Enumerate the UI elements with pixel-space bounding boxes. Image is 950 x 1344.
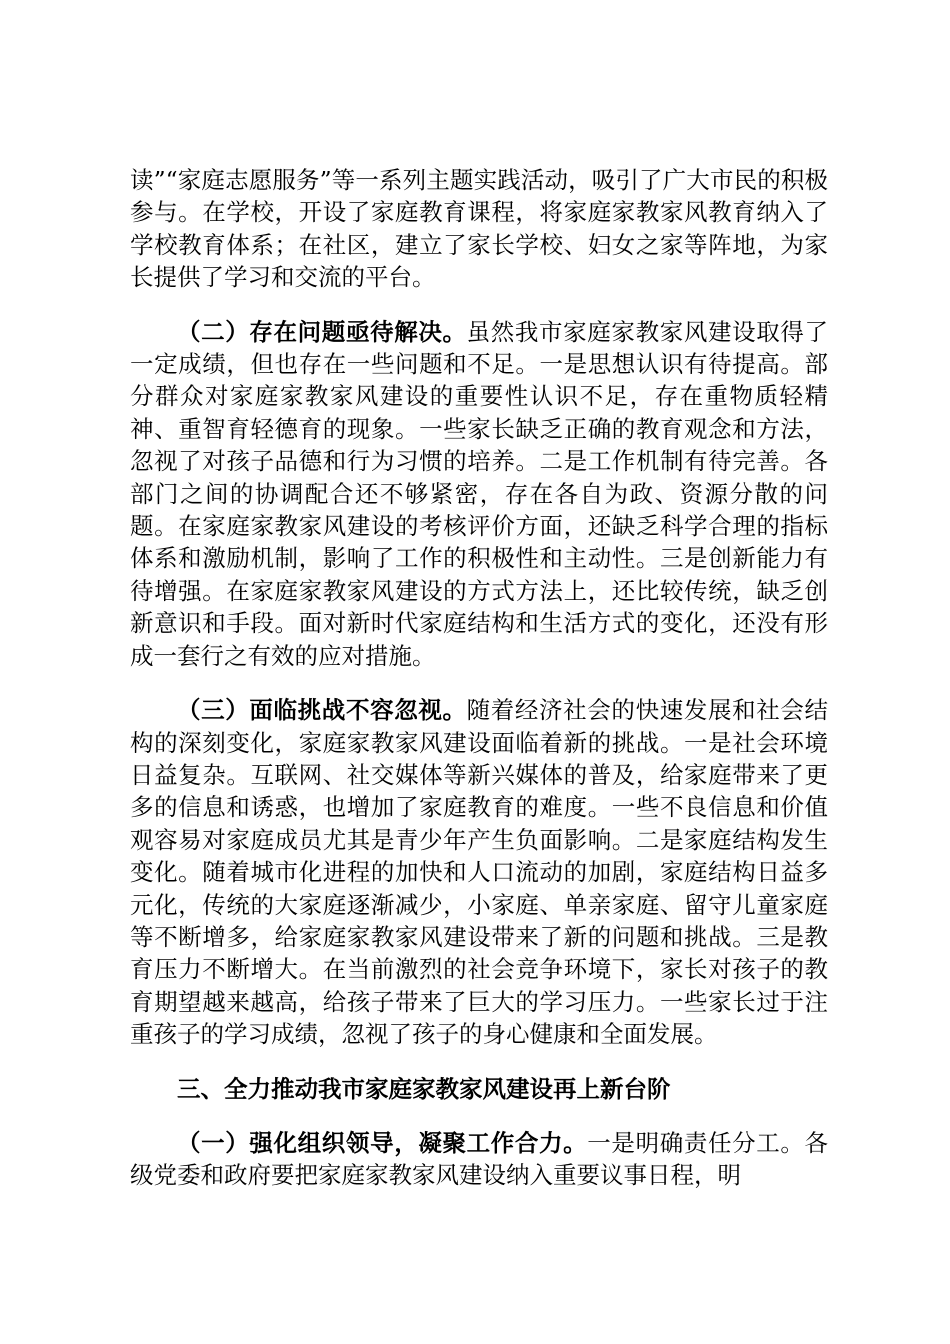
section-heading: 三、全力推动我市家庭家教家风建设再上新台阶: [177, 1074, 671, 1103]
paragraph-body: 一是明确责任分工。各级党委和政府要把家庭家教家风建设纳入重要议事日程，明: [130, 1128, 829, 1190]
paragraph-lead: （三）面临挑战不容忽视。: [177, 696, 467, 725]
paragraph-lead: （一）强化组织领导，凝聚工作合力。: [177, 1128, 588, 1157]
paragraph-body: 虽然我市家庭家教家风建设取得了一定成绩，但也存在一些问题和不足。一是思想认识有待提高。部分群众对家庭家教家风建设的重要性认识不足，存在重物质轻精神、重智育轻德育的现象。一些家长缺乏正确的教育观念和方法，忽视了对孩子品德和行为习惯的培养。二是工作机制有待完善。各部门之间的协调配合还不够紧密，存在各自为政、资源分散的问题。在家庭家教家风建设的考核评价方面，还缺乏科学合理的指标体系和激励机制，影响了工作的积极性和主动性。三是创新能力有待增强。在家庭家教家风建设的方式方法上，还比较传统，缺乏创新意识和手段。面对新时代家庭结构和生活方式的变化，还没有形成一套行之有效的应对措施。: [130, 317, 829, 670]
paragraph-lead: （二）存在问题亟待解决。: [177, 317, 467, 346]
paragraph-organization-leadership: [130, 1127, 828, 1192]
paragraph-body: 读”“家庭志愿服务”等一系列主题实践活动，吸引了广大市民的积极参与。在学校，开设了家庭教育课程，将家庭家教家风教育纳入了学校教育体系；在社区，建立了家长学校、妇女之家等阵地，为家长提供了学习和交流的平台。: [130, 166, 828, 292]
paragraph-body: 随着经济社会的快速发展和社会结构的深刻变化，家庭家教家风建设面临着新的挑战。一是社会环境日益复杂。互联网、社交媒体等新兴媒体的普及，给家庭带来了更多的信息和诱惑，也增加了家庭教育的难度。一些不良信息和价值观容易对家庭成员尤其是青少年产生负面影响。二是家庭结构发生变化。随着城市化进程的加快和人口流动的加剧，家庭结构日益多元化，传统的大家庭逐渐减少，小家庭、单亲家庭、留守儿童家庭等不断增多，给家庭家教家风建设带来了新的问题和挑战。三是教育压力不断增大。在当前激烈的社会竞争环境下，家长对孩子的教育期望越来越高，给孩子带来了巨大的学习压力。一些家长过于注重孩子的学习成绩，忽视了孩子的身心健康和全面发展。: [130, 696, 829, 1049]
paragraph-existing-problems: [130, 316, 828, 672]
paragraph-continued: [130, 164, 828, 294]
document-page: [130, 164, 828, 1192]
paragraph-challenges: [130, 694, 828, 1050]
